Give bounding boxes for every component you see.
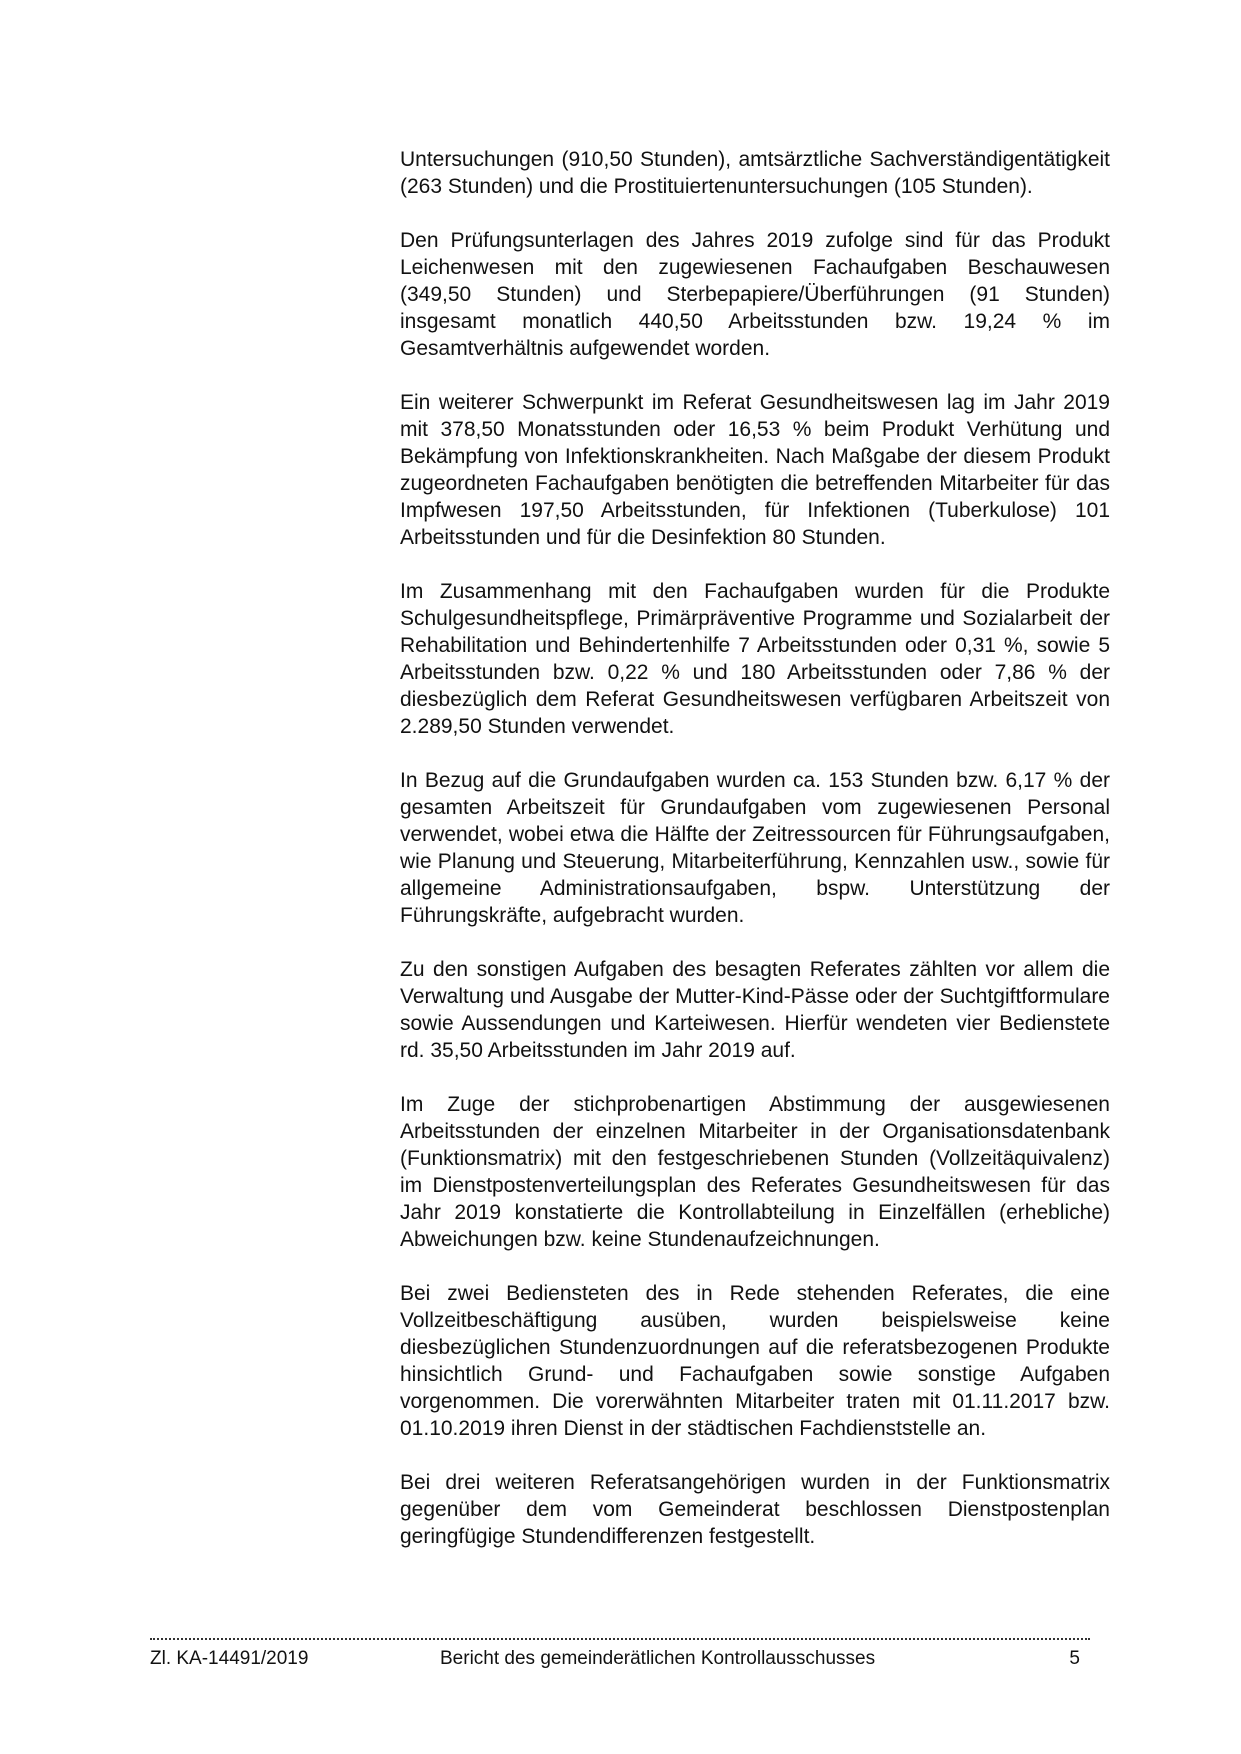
paragraph-2: Den Prüfungsunterlagen des Jahres 2019 zufolge sind für das Produkt Leichenwesen mit den zugewiesenen Fachaufgaben Beschauwesen (349,50 Stunden) und Sterbepapiere/Überführungen (91 Stunden) insgesamt monatlich 440,50 Arbeitsstunden bzw. 19,24 % im Gesamtverhältnis aufgewendet worden.	[400, 229, 1110, 360]
paragraph-1: Untersuchungen (910,50 Stunden), amtsärztliche Sachverständigentätigkeit (263 Stunden) und die Prostituiertenuntersuchungen (105 Stunden).	[400, 148, 1110, 198]
paragraph-3: Ein weiterer Schwerpunkt im Referat Gesundheitswesen lag im Jahr 2019 mit 378,50 Monatsstunden oder 16,53 % beim Produkt Verhütung und Bekämpfung von Infektionskrankheiten. Nach Maßgabe der diesem Produkt zugeordneten Fachaufgaben benötigten die betreffenden Mitarbeiter für das Impfwesen 197,50 Arbeitsstunden, für Infektionen (Tuberkulose) 101 Arbeitsstunden und für die Desinfektion 80 Stunden.	[400, 391, 1110, 549]
paragraph-4: Im Zusammenhang mit den Fachaufgaben wurden für die Produkte Schulgesundheitspflege, Primärpräventive Programme und Sozialarbeit der Rehabilitation und Behindertenhilfe 7 Arbeitsstunden oder 0,31 %, sowie 5 Arbeitsstunden bzw. 0,22 % und 180 Arbeitsstunden oder 7,86 % der diesbezüglich dem Referat Gesundheitswesen verfügbaren Arbeitszeit von 2.289,50 Stunden verwendet.	[400, 580, 1110, 738]
body-text	[400, 146, 1110, 1577]
paragraph-7: Im Zuge der stichprobenartigen Abstimmung der ausgewiesenen Arbeitsstunden der einzelnen Mitarbeiter in der Organisationsdatenbank (Funktionsmatrix) mit den festgeschriebenen Stunden (Vollzeitäquivalenz) im Dienstpostenverteilungsplan des Referates Gesundheitswesen für das Jahr 2019 konstatierte die Kontrollabteilung in Einzelfällen (erhebliche) Abweichungen bzw. keine Stundenaufzeichnungen.	[400, 1093, 1110, 1251]
paragraph-8: Bei zwei Bediensteten des in Rede stehenden Referates, die eine Vollzeitbeschäftigung ausüben, wurden beispielsweise keine diesbezüglichen Stundenzuordnungen auf die referatsbezogenen Produkte hinsichtlich Grund- und Fachaufgaben sowie sonstige Aufgaben vorgenommen. Die vorerwähnten Mitarbeiter traten mit 01.11.2017 bzw. 01.10.2019 ihren Dienst in der städtischen Fachdienststelle an.	[400, 1282, 1110, 1440]
footer-reference: Zl. KA-14491/2019	[150, 1648, 309, 1669]
footer-divider	[150, 1638, 1090, 1640]
footer-title: Bericht des gemeinderätlichen Kontrollausschusses	[440, 1648, 876, 1669]
page-footer	[150, 1648, 1090, 1676]
paragraph-5: In Bezug auf die Grundaufgaben wurden ca. 153 Stunden bzw. 6,17 % der gesamten Arbeitszeit für Grundaufgaben vom zugewiesenen Personal verwendet, wobei etwa die Hälfte der Zeitressourcen für Führungsaufgaben, wie Planung und Steuerung, Mitarbeiterführung, Kennzahlen usw., sowie für allgemeine Administrationsaufgaben, bspw. Unterstützung der Führungskräfte, aufgebracht wurden.	[400, 769, 1110, 927]
page-number: 5	[1069, 1648, 1080, 1669]
paragraph-6: Zu den sonstigen Aufgaben des besagten Referates zählten vor allem die Verwaltung und Ausgabe der Mutter-Kind-Pässe oder der Suchtgiftformulare sowie Aussendungen und Karteiwesen. Hierfür wendeten vier Bedienstete rd. 35,50 Arbeitsstunden im Jahr 2019 auf.	[400, 958, 1110, 1062]
paragraph-9: Bei drei weiteren Referatsangehörigen wurden in der Funktionsmatrix gegenüber dem vom Gemeinderat beschlossen Dienstpostenplan geringfügige Stundendifferenzen festgestellt.	[400, 1471, 1110, 1548]
